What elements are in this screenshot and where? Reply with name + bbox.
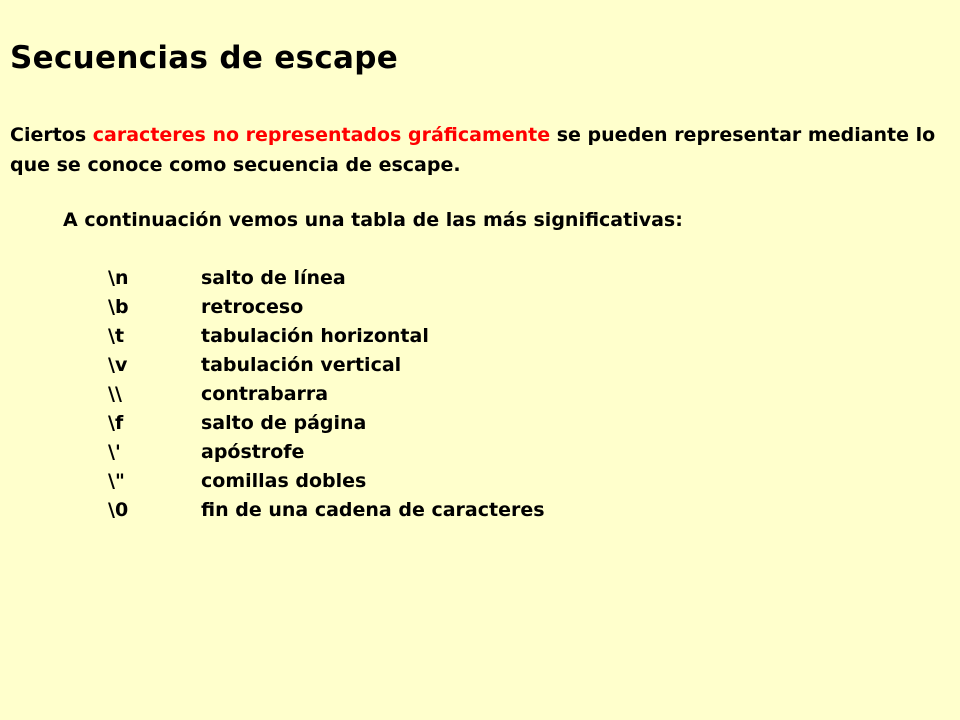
- escape-code: \f: [108, 412, 124, 434]
- escape-code: \t: [108, 325, 125, 347]
- escape-code: \0: [108, 499, 129, 521]
- escape-row-newline: [108, 264, 545, 293]
- intro-text-end: se pueden representar mediante lo que se conoce como secuencia de escape.: [10, 124, 936, 176]
- escape-meaning: apóstrofe: [201, 441, 305, 463]
- intro-highlight: caracteres no representados gráficamente: [92, 124, 551, 146]
- intro-paragraph: [10, 120, 940, 180]
- escape-meaning: tabulación horizontal: [201, 325, 429, 347]
- intro-text-start: Ciertos: [10, 124, 93, 146]
- escape-row-backspace: [108, 293, 545, 322]
- escape-meaning: salto de línea: [201, 267, 346, 289]
- escape-code: \": [108, 470, 125, 492]
- escape-code: \\: [108, 383, 122, 405]
- escape-row-vertical-tab: [108, 351, 545, 380]
- escape-row-apostrophe: [108, 438, 545, 467]
- escape-code: \v: [108, 354, 128, 376]
- escape-row-backslash: [108, 380, 545, 409]
- escape-sequence-table: [108, 264, 545, 525]
- escape-meaning: retroceso: [201, 296, 304, 318]
- escape-row-double-quote: [108, 467, 545, 496]
- escape-row-null: [108, 496, 545, 525]
- escape-row-form-feed: [108, 409, 545, 438]
- escape-meaning: tabulación vertical: [201, 354, 402, 376]
- escape-meaning: fin de una cadena de caracteres: [201, 499, 545, 521]
- escape-code: \': [108, 441, 121, 463]
- escape-code: \b: [108, 296, 129, 318]
- escape-code: \n: [108, 267, 129, 289]
- slide-title: Secuencias de escape: [10, 40, 399, 76]
- escape-meaning: contrabarra: [201, 383, 329, 405]
- escape-meaning: comillas dobles: [201, 470, 367, 492]
- table-intro: A continuación vemos una tabla de las más significativas:: [63, 209, 683, 231]
- escape-row-horizontal-tab: [108, 322, 545, 351]
- escape-meaning: salto de página: [201, 412, 367, 434]
